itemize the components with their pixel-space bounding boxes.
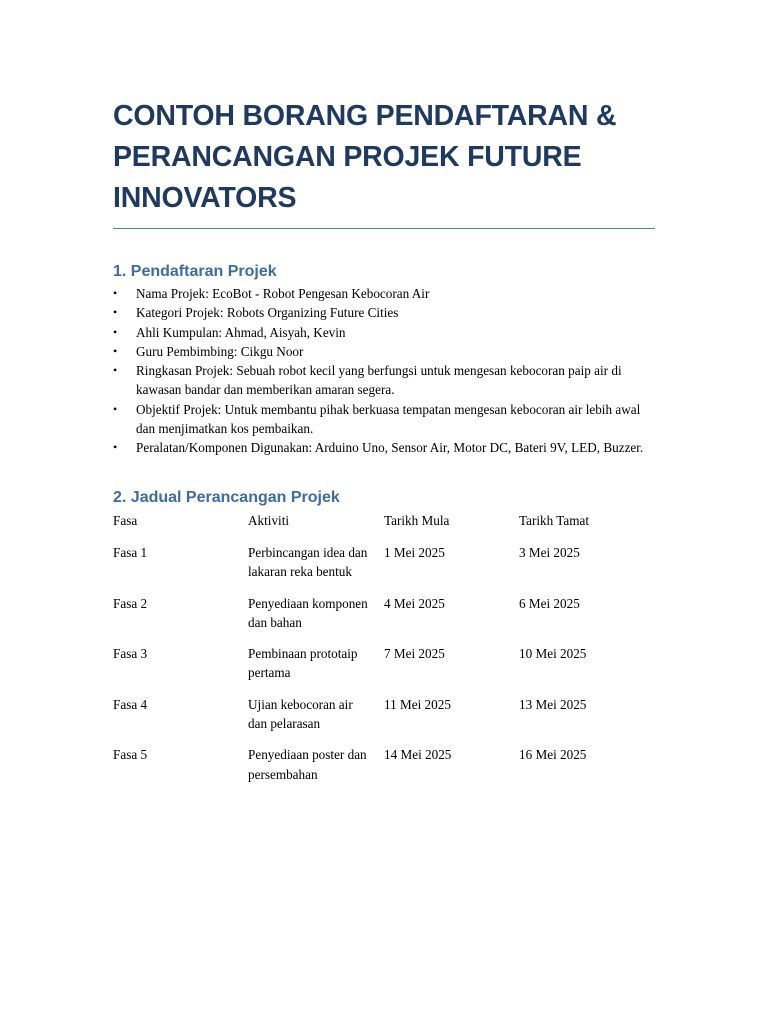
table-row [113, 644, 655, 695]
bullet-icon: • [113, 343, 118, 358]
bullet-icon: • [113, 324, 118, 339]
cell-aktiviti-text: Ujian kebocoran air dan pelarasan [248, 696, 353, 732]
schedule-table [113, 511, 655, 796]
column-header-aktiviti: Aktiviti [248, 512, 290, 528]
bullet-icon: • [113, 401, 118, 416]
section-heading-schedule: 2. Jadual Perancangan Projek [113, 488, 340, 506]
cell-aktiviti [248, 543, 384, 594]
cell-tarikh-mula: 7 Mei 2025 [384, 646, 445, 662]
list-item-text: Kategori Projek: Robots Organizing Future Cities [136, 305, 399, 321]
list-item [113, 342, 656, 361]
bullet-icon: • [113, 305, 118, 320]
table-row [113, 695, 655, 746]
list-item [113, 361, 656, 400]
cell-aktiviti-text: Penyediaan komponen dan bahan [248, 595, 368, 630]
cell-aktiviti [248, 695, 384, 746]
table-row [113, 594, 655, 645]
cell-aktiviti-text: Pembinaan prototaip pertama [248, 646, 358, 681]
list-item-text: Ahli Kumpulan: Ahmad, Aisyah, Kevin [136, 324, 346, 340]
list-item-text: Guru Pembimbing: Cikgu Noor [136, 343, 304, 359]
list-item [113, 438, 656, 457]
cell-tarikh-mula: 4 Mei 2025 [384, 595, 445, 611]
cell-tarikh-tamat: 16 Mei 2025 [519, 747, 587, 763]
registration-list [113, 284, 655, 458]
column-header-fasa: Fasa [113, 512, 138, 528]
cell-fasa: Fasa 1 [113, 544, 148, 560]
cell-tarikh-tamat: 13 Mei 2025 [519, 696, 587, 712]
list-item-text: Ringkasan Projek: Sebuah robot kecil yang berfungsi untuk mengesan kebocoran paip air di kawasan bandar dan memberikan amaran segera. [136, 363, 622, 398]
list-item [113, 284, 656, 303]
document-title: CONTOH BORANG PENDAFTARAN & PERANCANGAN PROJEK FUTURE INNOVATORS [113, 100, 617, 214]
cell-tarikh-tamat: 10 Mei 2025 [519, 646, 587, 662]
cell-fasa: Fasa 2 [113, 595, 148, 611]
list-item-text: Nama Projek: EcoBot - Robot Pengesan Kebocoran Air [136, 286, 430, 301]
cell-tarikh-mula: 1 Mei 2025 [384, 544, 445, 560]
cell-tarikh-mula: 11 Mei 2025 [384, 696, 451, 712]
cell-aktiviti [248, 745, 384, 796]
cell-aktiviti-text: Penyediaan poster dan persembahan [248, 747, 367, 782]
cell-tarikh-mula: 14 Mei 2025 [384, 747, 452, 763]
table-header-row [113, 511, 655, 543]
bullet-icon: • [113, 440, 118, 455]
cell-aktiviti [248, 594, 384, 645]
cell-fasa: Fasa 4 [113, 696, 148, 712]
table-row [113, 543, 655, 594]
cell-fasa: Fasa 5 [113, 747, 148, 763]
cell-fasa: Fasa 3 [113, 646, 148, 662]
bullet-icon: • [113, 286, 118, 300]
cell-tarikh-tamat: 3 Mei 2025 [519, 544, 580, 560]
bullet-icon: • [113, 363, 118, 378]
list-item [113, 303, 656, 322]
cell-tarikh-tamat: 6 Mei 2025 [519, 595, 580, 611]
title-divider [113, 228, 655, 229]
cell-aktiviti-text: Perbincangan idea dan lakaran reka bentuk [248, 544, 368, 580]
list-item-text: Objektif Projek: Untuk membantu pihak berkuasa tempatan mengesan kebocoran air lebih awal dan menjimatkan kos pembaikan. [136, 401, 641, 437]
cell-aktiviti [248, 644, 384, 695]
section-heading-registration: 1. Pendaftaran Projek [113, 263, 277, 280]
column-header-tarikh-mula: Tarikh Mula [384, 512, 450, 528]
list-item [113, 400, 656, 439]
document-page [113, 96, 655, 796]
list-item-text: Peralatan/Komponen Digunakan: Arduino Uno, Sensor Air, Motor DC, Bateri 9V, LED, Buzzer. [136, 440, 644, 456]
list-item [113, 323, 656, 342]
column-header-tarikh-tamat: Tarikh Tamat [519, 512, 590, 528]
table-row [113, 745, 655, 796]
